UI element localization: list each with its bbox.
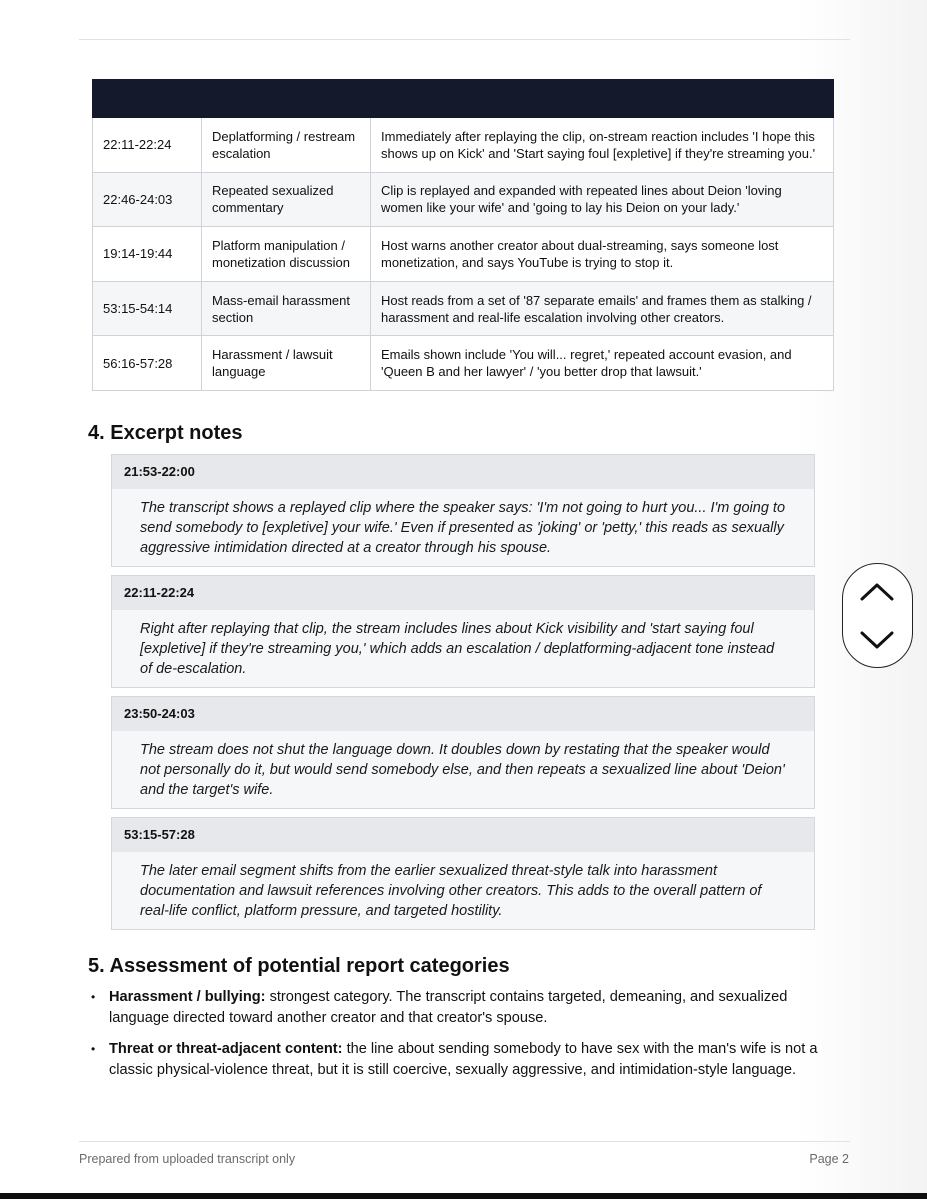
- cell-time: 19:14-19:44: [93, 227, 202, 282]
- cell-time: 56:16-57:28: [93, 336, 202, 391]
- excerpt-card: [111, 454, 815, 567]
- list-item: [88, 1039, 848, 1081]
- footer-divider: [79, 1141, 850, 1142]
- table-row: [93, 227, 834, 282]
- scroll-up-button[interactable]: [843, 566, 911, 616]
- bullet-icon: •: [91, 1042, 96, 1056]
- excerpt-text: The transcript shows a replayed clip where the speaker says: 'I'm not going to hurt you... I'm going to send somebody to [expletive] your wife.' Even if presented as 'joking' or 'petty,' this reads as sexually aggressive intimidation directed at a creator through his spouse.: [140, 500, 786, 556]
- cell-issue: Repeated sexualized commentary: [202, 172, 371, 227]
- bullet-label: Harassment / bullying:: [109, 989, 266, 1005]
- table-header-row: [93, 80, 834, 118]
- excerpt-text: The later email segment shifts from the earlier sexualized threat-style talk into harassment documentation and lawsuit references involving other creators. This adds to the overall pattern of real-life conflict, platform pressure, and targeted hostility.: [140, 863, 762, 919]
- top-divider: [79, 39, 850, 40]
- cell-why: Immediately after replaying the clip, on-stream reaction includes 'I hope this shows up on Kick' and 'Start saying foul [expletive] if they're streaming you.': [371, 118, 834, 173]
- bottom-edge-bar: [0, 1193, 927, 1199]
- bullet-icon: •: [91, 990, 96, 1004]
- header-why-it-matters: Why it matters: [371, 80, 834, 118]
- table-row: [93, 172, 834, 227]
- chevron-down-icon: [859, 630, 895, 652]
- excerpt-timestamp: 22:11-22:24: [112, 576, 814, 610]
- excerpt-timestamp: 53:15-57:28: [112, 818, 814, 852]
- cell-time: 22:46-24:03: [93, 172, 202, 227]
- excerpt-card: [111, 575, 815, 688]
- excerpt-timestamp: 21:53-22:00: [112, 455, 814, 489]
- header-issue-type: Issue type: [202, 80, 371, 118]
- section-5-heading: 5. Assessment of potential report categories: [88, 955, 510, 977]
- scroll-down-button[interactable]: [843, 616, 911, 666]
- cell-issue: Platform manipulation / monetization discussion: [202, 227, 371, 282]
- page-number: Page 2: [809, 1152, 849, 1166]
- table-row: [93, 281, 834, 336]
- footer-note: Prepared from uploaded transcript only: [79, 1152, 296, 1166]
- bullet-body: the line about sending somebody to have sex with the man's wife is not a classic physical-violence threat, but it is still coercive, sexually aggressive, and intimidation-style language.: [109, 1041, 818, 1078]
- table-row: [93, 118, 834, 173]
- section-4-heading: 4. Excerpt notes: [88, 422, 243, 444]
- excerpt-text: The stream does not shut the language down. It doubles down by restating that the speaker would not personally do it, but would send somebody else, and then repeats a sexualized line about 'Deion' and the target's wife.: [140, 742, 785, 798]
- cell-why: Clip is replayed and expanded with repeated lines about Deion 'loving women like your wife' and 'going to lay his Deion on your lady.': [371, 172, 834, 227]
- cell-why: Emails shown include 'You will... regret,' repeated account evasion, and 'Queen B and her lawyer' / 'you better drop that lawsuit.': [371, 336, 834, 391]
- chevron-up-icon: [859, 580, 895, 602]
- cell-why: Host reads from a set of '87 separate emails' and frames them as stalking / harassment and real-life escalation involving other creators.: [371, 281, 834, 336]
- cell-issue: Harassment / lawsuit language: [202, 336, 371, 391]
- cell-issue: Mass-email harassment section: [202, 281, 371, 336]
- bullet-body: strongest category. The transcript contains targeted, demeaning, and sexualized language directed toward another creator and that creator's spouse.: [109, 989, 788, 1026]
- assessment-list: [88, 987, 848, 1091]
- table-row: [93, 336, 834, 391]
- cell-issue: Deplatforming / restream escalation: [202, 118, 371, 173]
- issues-table: [92, 79, 834, 391]
- bullet-label: Threat or threat-adjacent content:: [109, 1041, 343, 1057]
- header-time: Time: [93, 80, 202, 118]
- cell-time: 53:15-54:14: [93, 281, 202, 336]
- cell-why: Host warns another creator about dual-streaming, says someone lost monetization, and says YouTube is trying to stop it.: [371, 227, 834, 282]
- scroll-control: [842, 563, 913, 668]
- excerpt-timestamp: 23:50-24:03: [112, 697, 814, 731]
- list-item: [88, 987, 848, 1029]
- excerpt-text: Right after replaying that clip, the stream includes lines about Kick visibility and 'start saying foul [expletive] if they're streaming you,' which adds an escalation / deplatforming-adjacent tone instead of de-escalation.: [140, 621, 775, 677]
- cell-time: 22:11-22:24: [93, 118, 202, 173]
- excerpt-card: [111, 696, 815, 809]
- excerpt-card: [111, 817, 815, 930]
